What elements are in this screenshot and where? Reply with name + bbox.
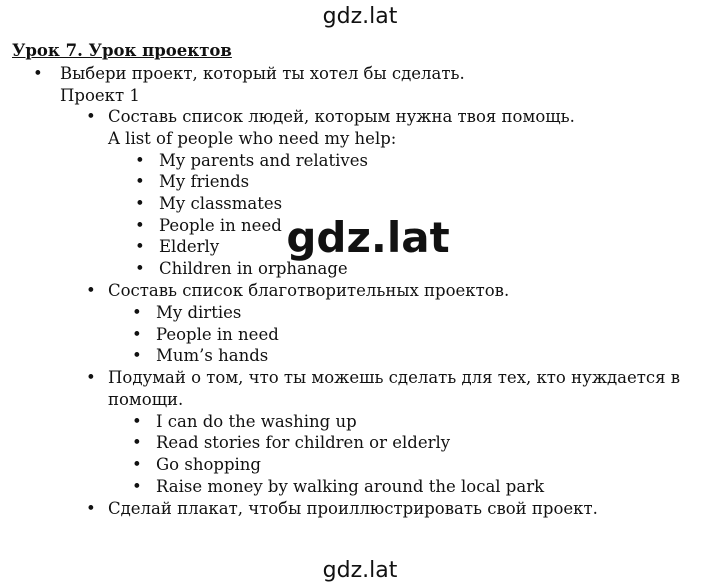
bullet: • <box>132 477 142 496</box>
bullet: • <box>132 412 142 431</box>
bullet: • <box>135 172 145 191</box>
bullet: • <box>132 325 142 344</box>
list-item: Raise money by walking around the local park <box>156 477 545 496</box>
bullet: • <box>33 64 43 83</box>
list-item: People in need <box>156 325 279 344</box>
bullet: • <box>86 107 96 126</box>
list-item: My classmates <box>159 194 283 213</box>
list-item: I can do the washing up <box>156 412 357 431</box>
bullet: • <box>135 151 145 170</box>
task3-text-line1: Подумай о том, что ты можешь сделать для тех, кто нуждается в <box>108 368 681 387</box>
intro-text: Выбери проект, который ты хотел бы сделать. <box>60 64 465 83</box>
bullet: • <box>135 237 145 256</box>
watermark-center: gdz.lat <box>286 213 450 262</box>
list-item: People in need <box>159 216 282 235</box>
bullet: • <box>86 281 96 300</box>
bullet: • <box>86 368 96 387</box>
list-item: Mum’s hands <box>156 346 269 365</box>
bullet: • <box>132 433 142 452</box>
bullet: • <box>86 499 96 518</box>
bullet: • <box>132 303 142 322</box>
list-item: My dirties <box>156 303 242 322</box>
bullet: • <box>132 455 142 474</box>
list-item: Elderly <box>159 237 220 256</box>
bullet: • <box>135 259 145 278</box>
task2-text: Составь список благотворительных проектов. <box>108 281 510 300</box>
task1-text: Составь список людей, которым нужна твоя помощь. <box>108 107 575 126</box>
list-item: My friends <box>159 172 250 191</box>
list-item: Go shopping <box>156 455 261 474</box>
list-item: Children in orphanage <box>159 259 348 278</box>
bullet: • <box>135 194 145 213</box>
task4-text: Сделай плакат, чтобы проиллюстрировать свой проект. <box>108 499 598 518</box>
project-label: Проект 1 <box>60 86 140 105</box>
task1-subtitle: A list of people who need my help: <box>108 129 397 148</box>
list-item: Read stories for children or elderly <box>156 433 451 452</box>
watermark-bottom: gdz.lat <box>322 558 398 583</box>
watermark-top: gdz.lat <box>322 4 398 29</box>
task3-text-line2: помощи. <box>108 390 184 409</box>
list-item: My parents and relatives <box>159 151 368 170</box>
bullet: • <box>135 216 145 235</box>
bullet: • <box>132 346 142 365</box>
lesson-heading: Урок 7. Урок проектов <box>12 41 232 60</box>
